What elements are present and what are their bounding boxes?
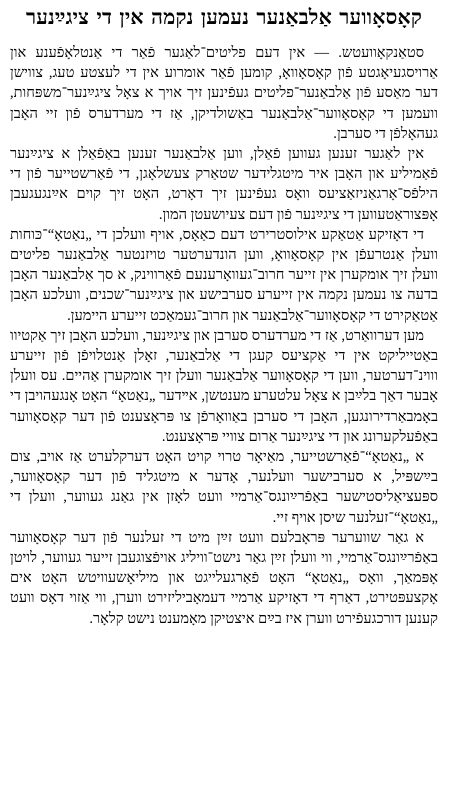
article-paragraph: סטאַנקאָוועטש. — אין דעם פליטים־לאַגער פֿאַר די אַנטלאָפֿענע און אַרויסגעיאָגטע פֿון קאָסאָוואָ, קומען פֿאַר אומרוע אין די לעצטע טעג, צווישן דער מאַסע פֿון אַלבאַנער־פליטים געפֿינען זיך אויך א צאָל ציגײַנער־משפּחות, וועמען די קאָסאָווער־אַלבאַנער באַשולדיקן, אַז די מערדערס פֿון זיי האָבן געהאָלפֿן די סערבן. [10, 45, 438, 142]
article-paragraph: די דאָזיקע אַטאַקע אילוסטרירט דעם כאַאָס, אויף וועלכן די „נאַטאָ“־כּוחות וועלן אַנטרעפֿן אין קאָסאָוואָ, ווען הונדערטער טויזנטער אַלבאַנער פליטים וועלן זיך אומקערן אין זייער חרוב־געוואָרענעם פֿאַרווינק, א סך אַלבאַנער האָבן בדעה צו נעמען נקמה אין זייערע סערבישע און ציגײַנער־שכנים, וועלכע האָבן אַטאַקירט די קאָסאָווער־אַלבאַנער און חרוב־געמאַכט זייערע היימען. [10, 226, 438, 324]
article-headline: קאָסאָווער אַלבאַנער נעמען נקמה אין די ציגײַנער [25, 5, 423, 29]
article-paragraph: א גאַר שווערער פּראָבלעם וועט זײַן מיט די זעלנער פֿון דער קאָסאָווער באַפֿרײַונגס־אַרמיי, ווי וועלן זײַן גאַר נישט־וויליג אויפֿצוגעבן זייער געווער, לויטן אָפּמאַך, וואָס „נאַטאָ“ האָט פֿאַרגעלייגט און מיליאָשעוויטש האָט אים אָקצעפּטירט, דאַרף די דאָזיקע אַרמיי דעמאָביליזירט ווערן, ווי אַזוי דאָס וועט קענען דורכגעפֿירט ווערן איז בײַם איצטיקן מאָמענט נישט קלאָר. [10, 529, 438, 627]
article-paragraph: מען דערוואַרט, אַז די מערדערס סערבן און ציגײַנער, וועלכע האָבן זיך אַקטיוו באַטייליקט אין די אַקציעס קעגן די אַלבאַנער, זאָלן אַנטלויפֿן פֿון זייערע ווױנ־דערטער, ווען די קאָסאָווער אַלבאַנער וועלן זיך אומקערן אַהיים. עס וועלן אָבער דאַך בלײַבן א צאָל עלטערע מענטשן, אײדער „נאַטאָ“ האָט אָנגעהויבן די באָמבאַרדירונגען, האָבן די סערבן באַוואָרפֿן צו פּראָצענט פֿון דער קאָסאָווער באַפֿעלקערונג און די ציגײַנער אַרום צוויי פּראָצענט. [10, 327, 438, 445]
article-paragraph: אין לאַגער זענען געווען פֿאַלן, ווען אַלבאַנער זענען באַפֿאַלן א ציגײַנער פֿאַמיליע און האָבן איר מיטגלידער שטאַרק צעשלאָגן, די פֿאַרשטייער פֿון די הילפֿס־אָרגאַניזאַציעס וואָס געפֿינען זיך דאָרט, האָט זיך קוים אײַנגעגעבן אָפּצוראַטעווען די ציגײַנער פֿון דעם צעיושעטן המון. [10, 146, 438, 223]
article-paragraph: א „נאַטאָ“־פֿאַרשטייער, מאַיאָר טרוי קויט האָט דערקלערט אַז אויב, צום בײַשפּיל, א סערבישער וועלנער, אָדער א מיטגליד פֿון דער קאָסאָווער, ספּעציאַליסטישער באַפֿרײַונגס־אַרמיי וועט לאָזן אין גאַנג געווער, וועלן די „נאַטאָ“־זעלנער שיסן אויף זיי. [10, 449, 438, 526]
